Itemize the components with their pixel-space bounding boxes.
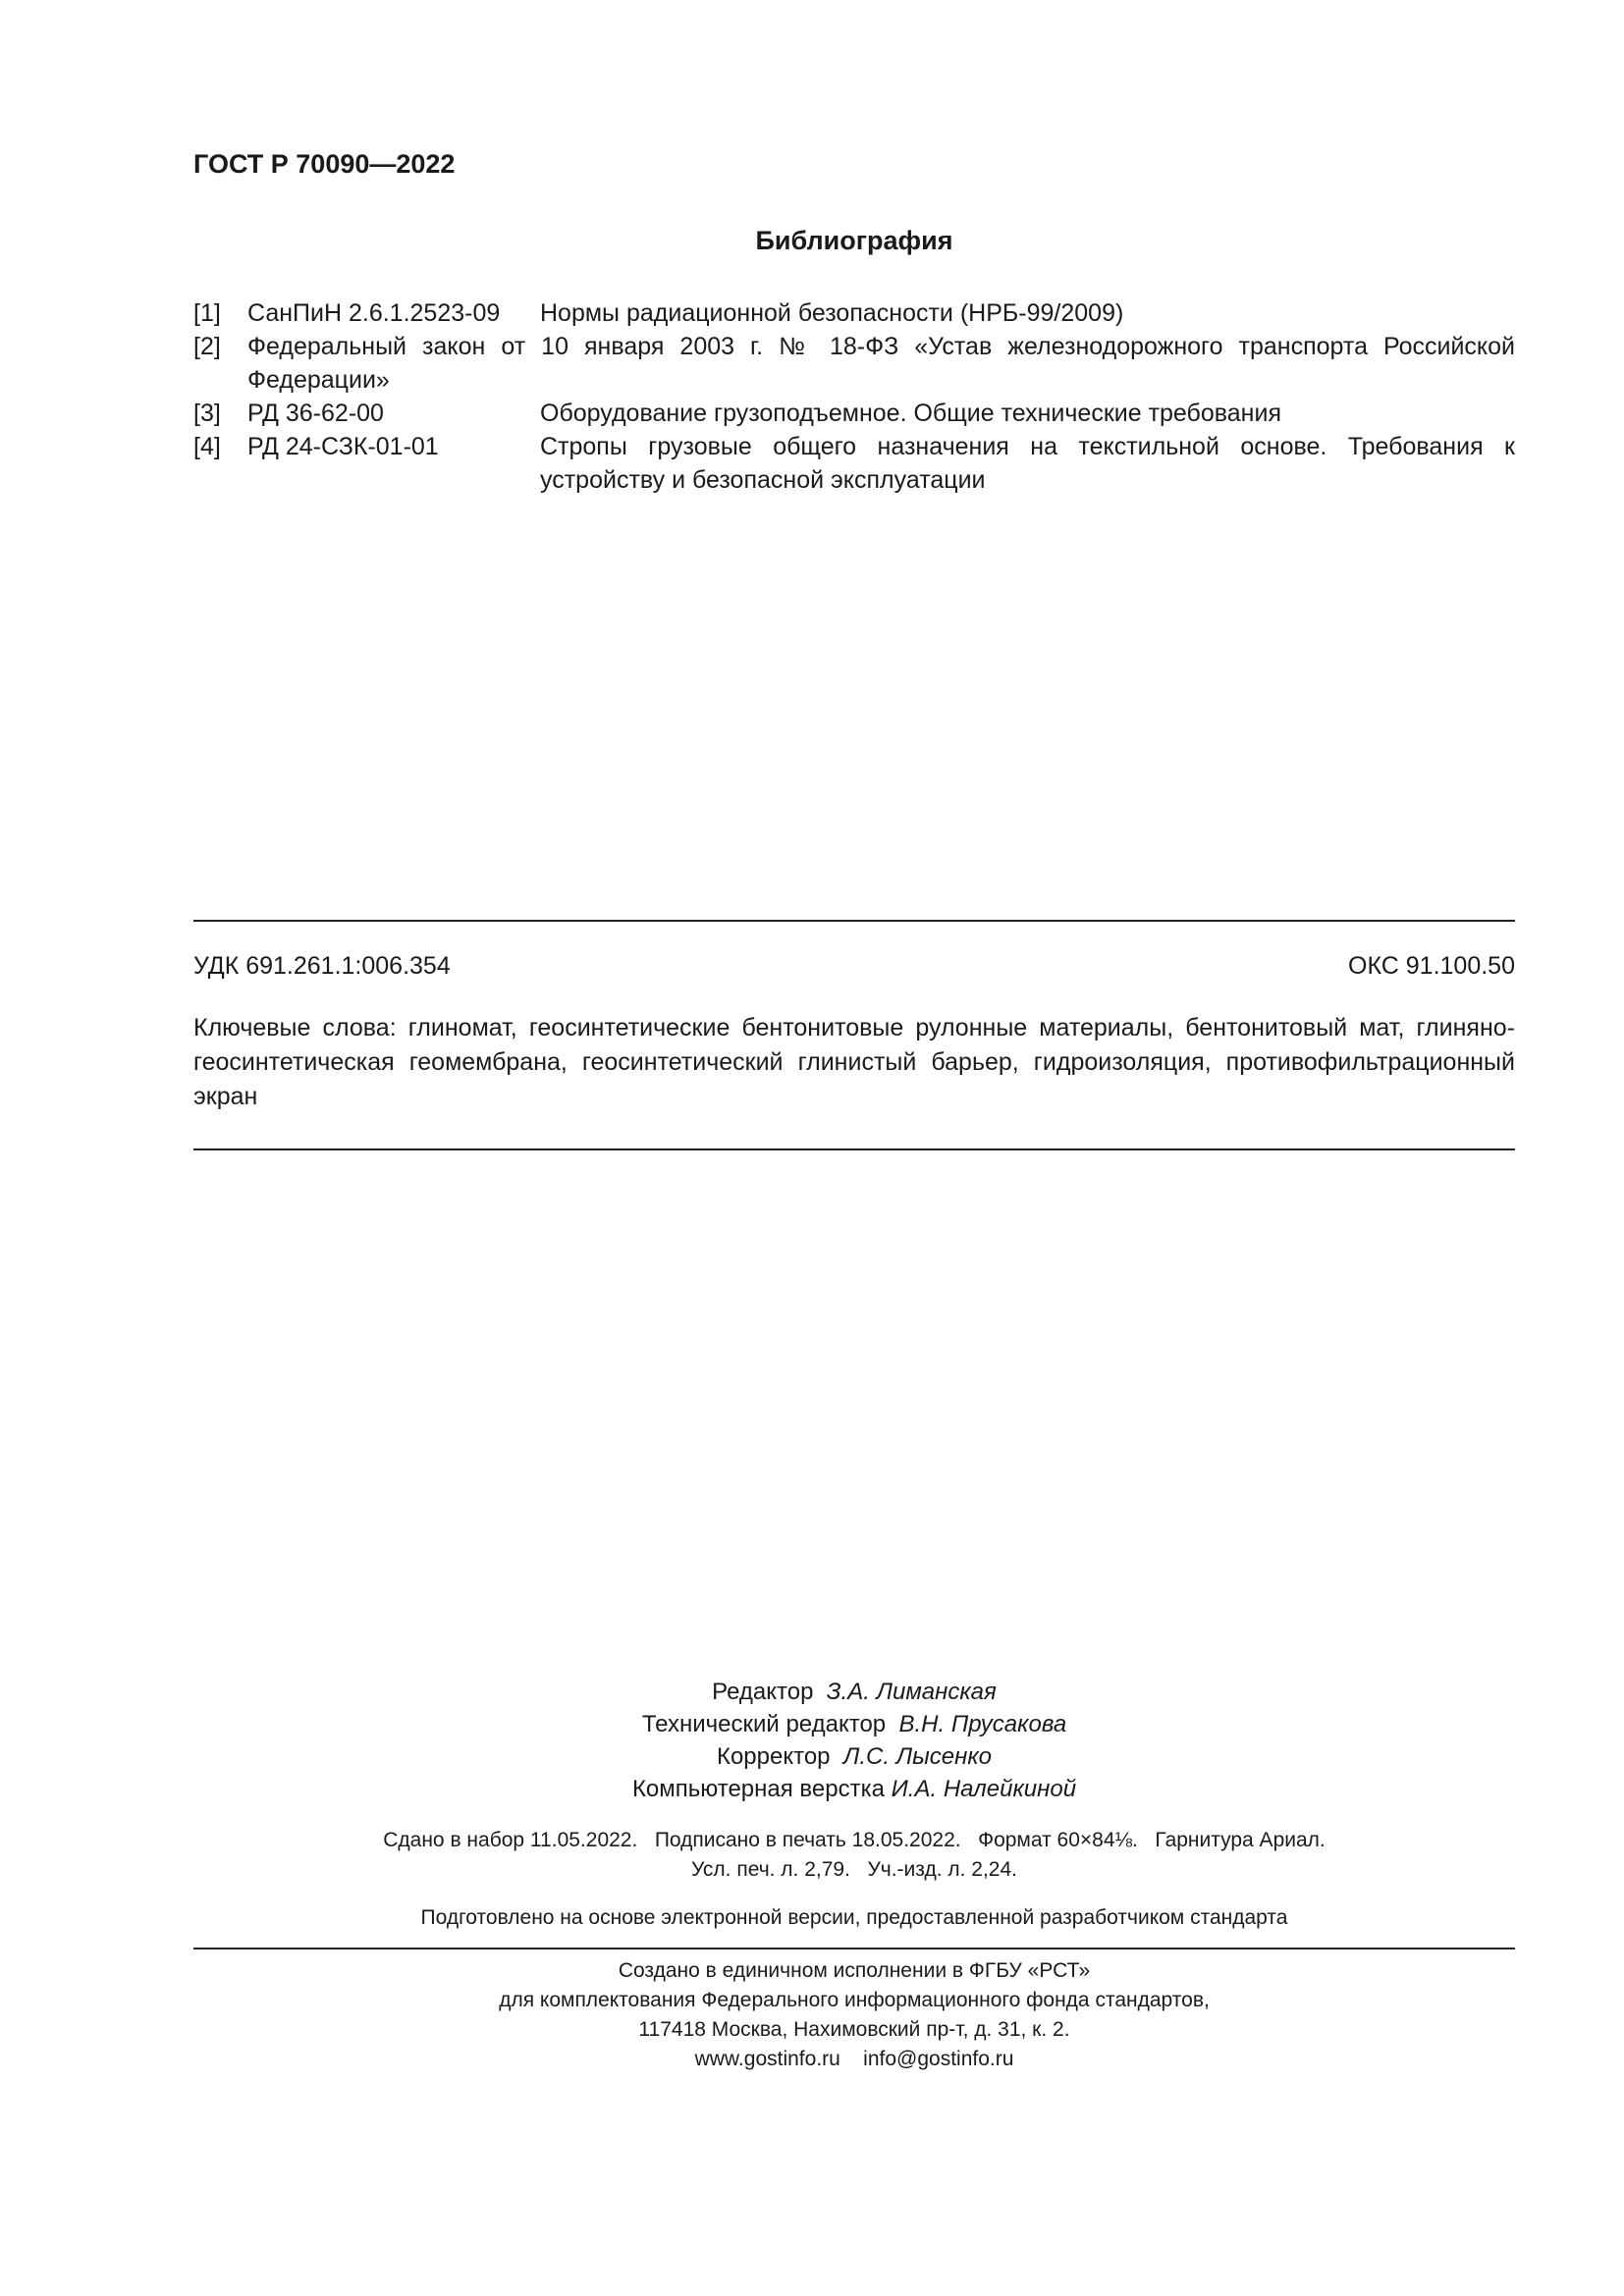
entry-document: СанПиН 2.6.1.2523-09 xyxy=(247,299,501,327)
entry-document: РД 36-62-00 xyxy=(247,400,384,427)
corrector-label: Корректор xyxy=(716,1743,831,1770)
entry-document: РД 24-СЗК-01-01 xyxy=(247,433,439,460)
prepared-note: Подготовлено на основе электронной версии, предоставленной разработчиком стандарта xyxy=(420,1906,1288,1929)
created-line: www.gostinfo.ru info@gostinfo.ru xyxy=(694,2048,1014,2070)
standard-code: ГОСТ Р 70090—2022 xyxy=(193,149,456,179)
bibliography-entry xyxy=(193,397,1515,430)
layout-label: Компьютерная верстка xyxy=(631,1776,885,1802)
udk-code: УДК 691.261.1:006.354 xyxy=(193,952,451,980)
created-info xyxy=(0,1956,1624,2074)
entry-number: [2] xyxy=(193,333,221,360)
entry-number: [3] xyxy=(193,400,221,427)
bibliography-list xyxy=(193,296,1515,497)
entry-number: [4] xyxy=(193,433,221,460)
entry-text: Оборудование грузоподъемное. Общие технические требования xyxy=(540,400,1281,427)
created-line: 117418 Москва, Нахимовский пр-т, д. 31, к. 2. xyxy=(638,2018,1070,2041)
bibliography-entry xyxy=(193,430,1515,497)
tech-editor-name: В.Н. Прусакова xyxy=(898,1711,1067,1737)
created-line: для комплектования Федерального информационного фонда стандартов, xyxy=(499,1989,1210,2011)
editor-line xyxy=(0,1676,1624,1708)
corrector-name: Л.С. Лысенко xyxy=(842,1743,993,1770)
bibliography-entry xyxy=(193,296,1515,330)
editor-label: Редактор xyxy=(712,1679,814,1705)
entry-text: Нормы радиационной безопасности (НРБ-99/2009) xyxy=(540,299,1124,327)
entry-number: [1] xyxy=(193,299,221,327)
divider xyxy=(193,1148,1515,1150)
bibliography-title: Библиография xyxy=(755,226,953,255)
entry-text: Стропы грузовые общего назначения на текстильной основе. Требования к устройству и безопасной эксплуатации xyxy=(540,433,1515,494)
corrector-line xyxy=(0,1740,1624,1773)
tech-editor-label: Технический редактор xyxy=(641,1711,887,1737)
keywords: Ключевые слова: глиномат, геосинтетические бентонитовые рулонные материалы, бентонитовый мат, глиняно-геосинтетическая геомембрана, геосинтетический глинистый барьер, гидроизоляция, противофильтрационный экран xyxy=(193,1014,1515,1110)
layout-name: И.А. Налейкиной xyxy=(891,1776,1077,1802)
publication-line: Усл. печ. л. 2,79. Уч.-изд. л. 2,24. xyxy=(690,1858,1017,1881)
divider xyxy=(193,920,1515,922)
publication-info xyxy=(0,1826,1624,1885)
credits-block xyxy=(0,1676,1624,1805)
divider xyxy=(193,1948,1515,1949)
entry-text: Федеральный закон от 10 января 2003 г. № 18-ФЗ «Устав железнодорожного транспорта Российской Федерации» xyxy=(247,333,1515,394)
editor-name: З.А. Лиманская xyxy=(826,1679,997,1705)
oks-code: ОКС 91.100.50 xyxy=(1348,952,1515,980)
bibliography-entry xyxy=(193,330,1515,397)
publication-line: Сдано в набор 11.05.2022. Подписано в печать 18.05.2022. Формат 60×84⅛. Гарнитура Ариал. xyxy=(383,1829,1326,1851)
layout-line xyxy=(0,1773,1624,1805)
created-line: Создано в единичном исполнении в ФГБУ «РСТ» xyxy=(618,1959,1091,1982)
tech-editor-line xyxy=(0,1708,1624,1740)
